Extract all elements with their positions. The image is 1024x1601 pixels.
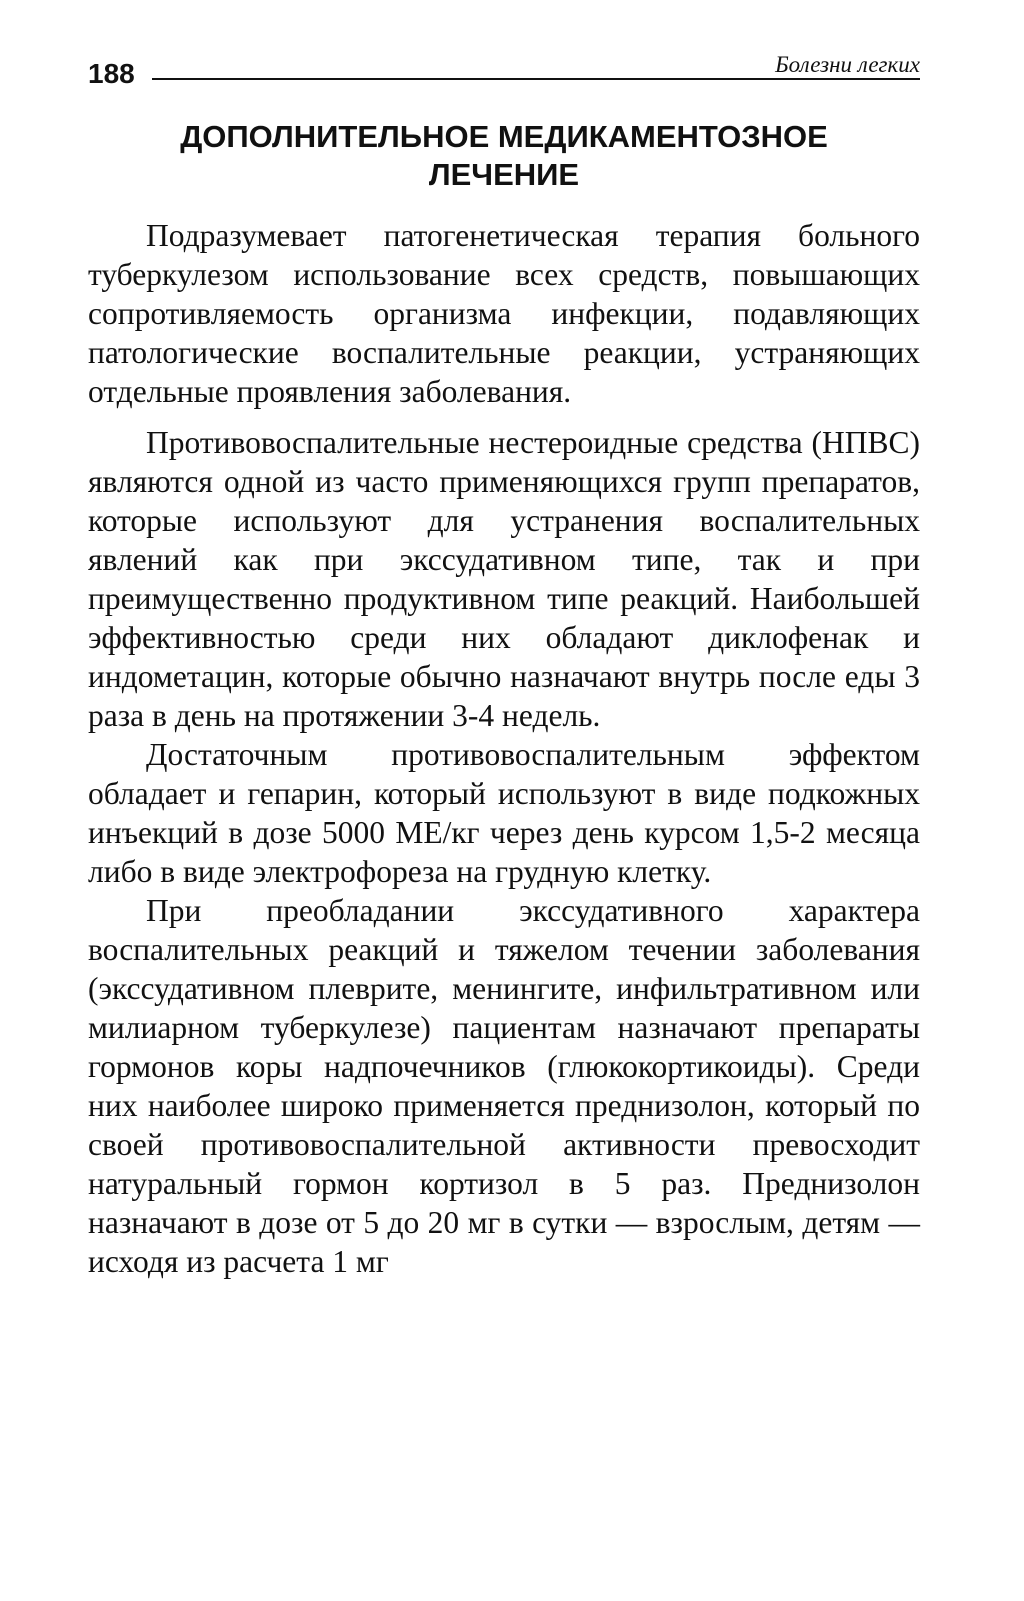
paragraph-1: Подразумевает патогенетическая терапия больного туберкулезом использование всех средств, повышающих сопротивляемость организма инфекции, подавляющих патологические воспалительные реакции, устраняющих отдельные проявления заболевания. xyxy=(88,218,920,409)
chapter-title-line-1: ДОПОЛНИТЕЛЬНОЕ МЕДИКАМЕНТОЗНОЕ xyxy=(180,119,828,154)
header-rule xyxy=(152,78,920,80)
running-header xyxy=(88,48,920,94)
chapter-title xyxy=(88,118,920,194)
paragraph-3: Достаточным противовоспалительным эффектом обладает и гепарин, который используют в виде подкожных инъекций в дозе 5000 МЕ/кг через день курсом 1,5-2 месяца либо в виде электрофореза на грудную клетку. xyxy=(88,737,920,889)
page-number: 188 xyxy=(88,58,135,89)
paragraph-2: Противовоспалительные нестероидные средства (НПВС) являются одной из часто применяющихся групп препаратов, которые используют для устранения воспалительных явлений как при экссудативном типе, так и при преимущественно продуктивном типе реакций. Наибольшей эффективностью среди них обладают диклофенак и индометацин, которые обычно назначают внутрь после еды 3 раза в день на протяжении 3-4 недель. xyxy=(88,425,920,733)
paragraph-4: При преобладании экссудативного характера воспалительных реакций и тяжелом течении заболевания (экссудативном плеврите, менингите, инфильтративном или милиарном туберкулезе) пациентам назначают препараты гормонов коры надпочечников (глюкокортикоиды). Среди них наиболее широко применяется преднизолон, который по своей противовоспалительной активности превосходит натуральный гормон кортизол в 5 раз. Преднизолон назначают в дозе от 5 до 20 мг в сутки — взрослым, детям — исходя из расчета 1 мг xyxy=(88,893,920,1279)
body-text xyxy=(88,216,920,1281)
chapter-title-line-2: ЛЕЧЕНИЕ xyxy=(428,157,580,192)
running-title: Болезни легких xyxy=(775,52,920,77)
